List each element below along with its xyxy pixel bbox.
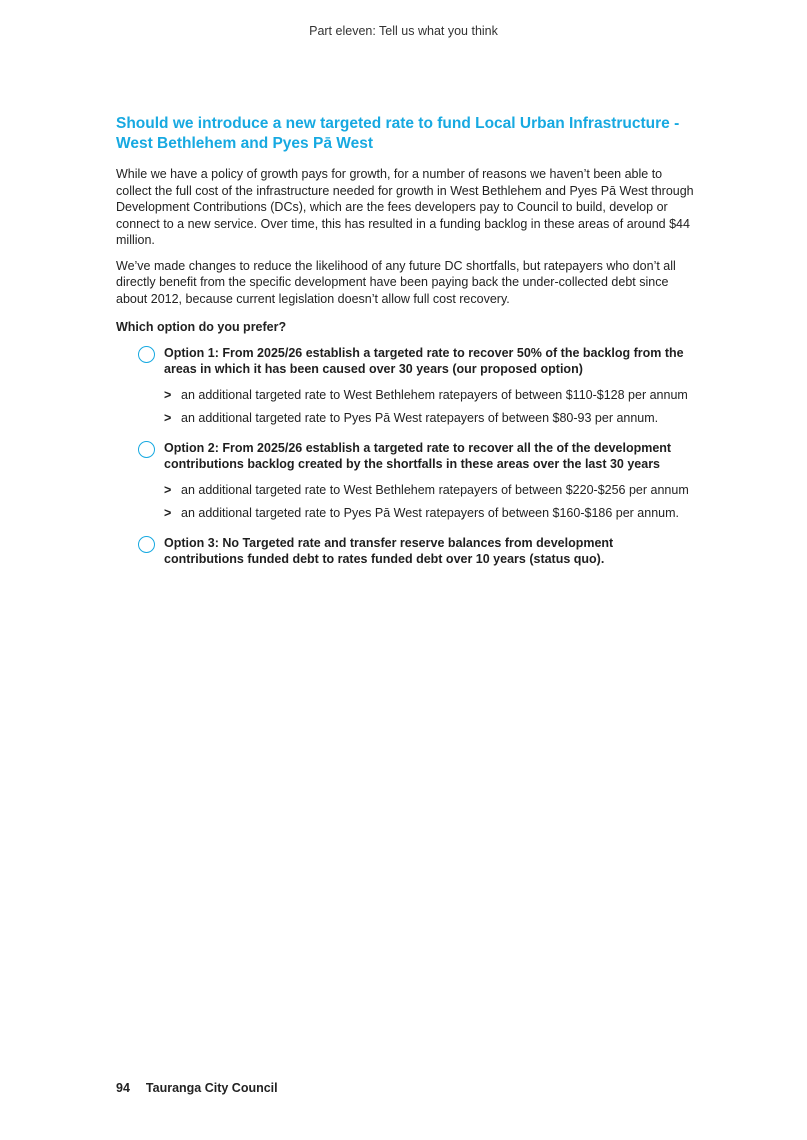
option-2-details	[164, 482, 694, 521]
option-1-radio[interactable]	[138, 346, 155, 363]
option-1-title: Option 1: From 2025/26 establish a targeted rate to recover 50% of the backlog from the areas in which it has been caused over 30 years (our proposed option)	[164, 345, 684, 376]
option-1	[116, 345, 694, 426]
intro-paragraph: While we have a policy of growth pays for growth, for a number of reasons we haven’t been able to collect the full cost of the infrastructure needed for growth in West Bethlehem and Pyes Pā West through Development Contributions (DCs), which are the fees developers pay to Council to build, develop or connect to a new service. Over time, this has resulted in a funding backlog in these areas of around $44 million.	[116, 167, 694, 247]
list-item	[164, 482, 694, 498]
option-3-radio[interactable]	[138, 536, 155, 553]
main-content	[116, 114, 694, 582]
list-item	[164, 505, 694, 521]
option-2-radio[interactable]	[138, 441, 155, 458]
chevron-right-icon: >	[164, 482, 172, 497]
chevron-right-icon: >	[164, 387, 172, 402]
running-header: Part eleven: Tell us what you think	[309, 24, 498, 38]
option-3-title: Option 3: No Targeted rate and transfer reserve balances from development contributions funded debt to rates funded debt over 10 years (status quo).	[164, 535, 614, 566]
option-2-title: Option 2: From 2025/26 establish a targeted rate to recover all the of the development contributions backlog created by the shortfalls in these areas over the last 30 years	[164, 440, 672, 471]
option-1-details	[164, 387, 694, 426]
question-label: Which option do you prefer?	[116, 320, 287, 334]
chevron-right-icon: >	[164, 410, 172, 425]
list-item-text: an additional targeted rate to West Bethlehem ratepayers of between $220-$256 per annum	[181, 482, 689, 497]
list-item	[164, 387, 694, 403]
page-number: 94	[116, 1081, 130, 1095]
option-2	[116, 440, 694, 521]
option-3	[116, 535, 694, 568]
list-item-text: an additional targeted rate to Pyes Pā West ratepayers of between $160-$186 per annum.	[181, 505, 680, 520]
page-footer	[116, 1081, 278, 1095]
section-heading: Should we introduce a new targeted rate to fund Local Urban Infrastructure - West Bethlehem and Pyes Pā West	[116, 115, 680, 152]
list-item-text: an additional targeted rate to West Bethlehem ratepayers of between $110-$128 per annum	[181, 387, 688, 402]
list-item-text: an additional targeted rate to Pyes Pā West ratepayers of between $80-93 per annum.	[181, 410, 659, 425]
list-item	[164, 410, 694, 426]
organisation-name: Tauranga City Council	[145, 1081, 278, 1095]
chevron-right-icon: >	[164, 505, 172, 520]
context-paragraph: We’ve made changes to reduce the likelihood of any future DC shortfalls, but ratepayers who don’t all directly benefit from the specific development have been paying back the under-collected debt since about 2012, because current legislation doesn’t allow full cost recovery.	[116, 258, 676, 306]
